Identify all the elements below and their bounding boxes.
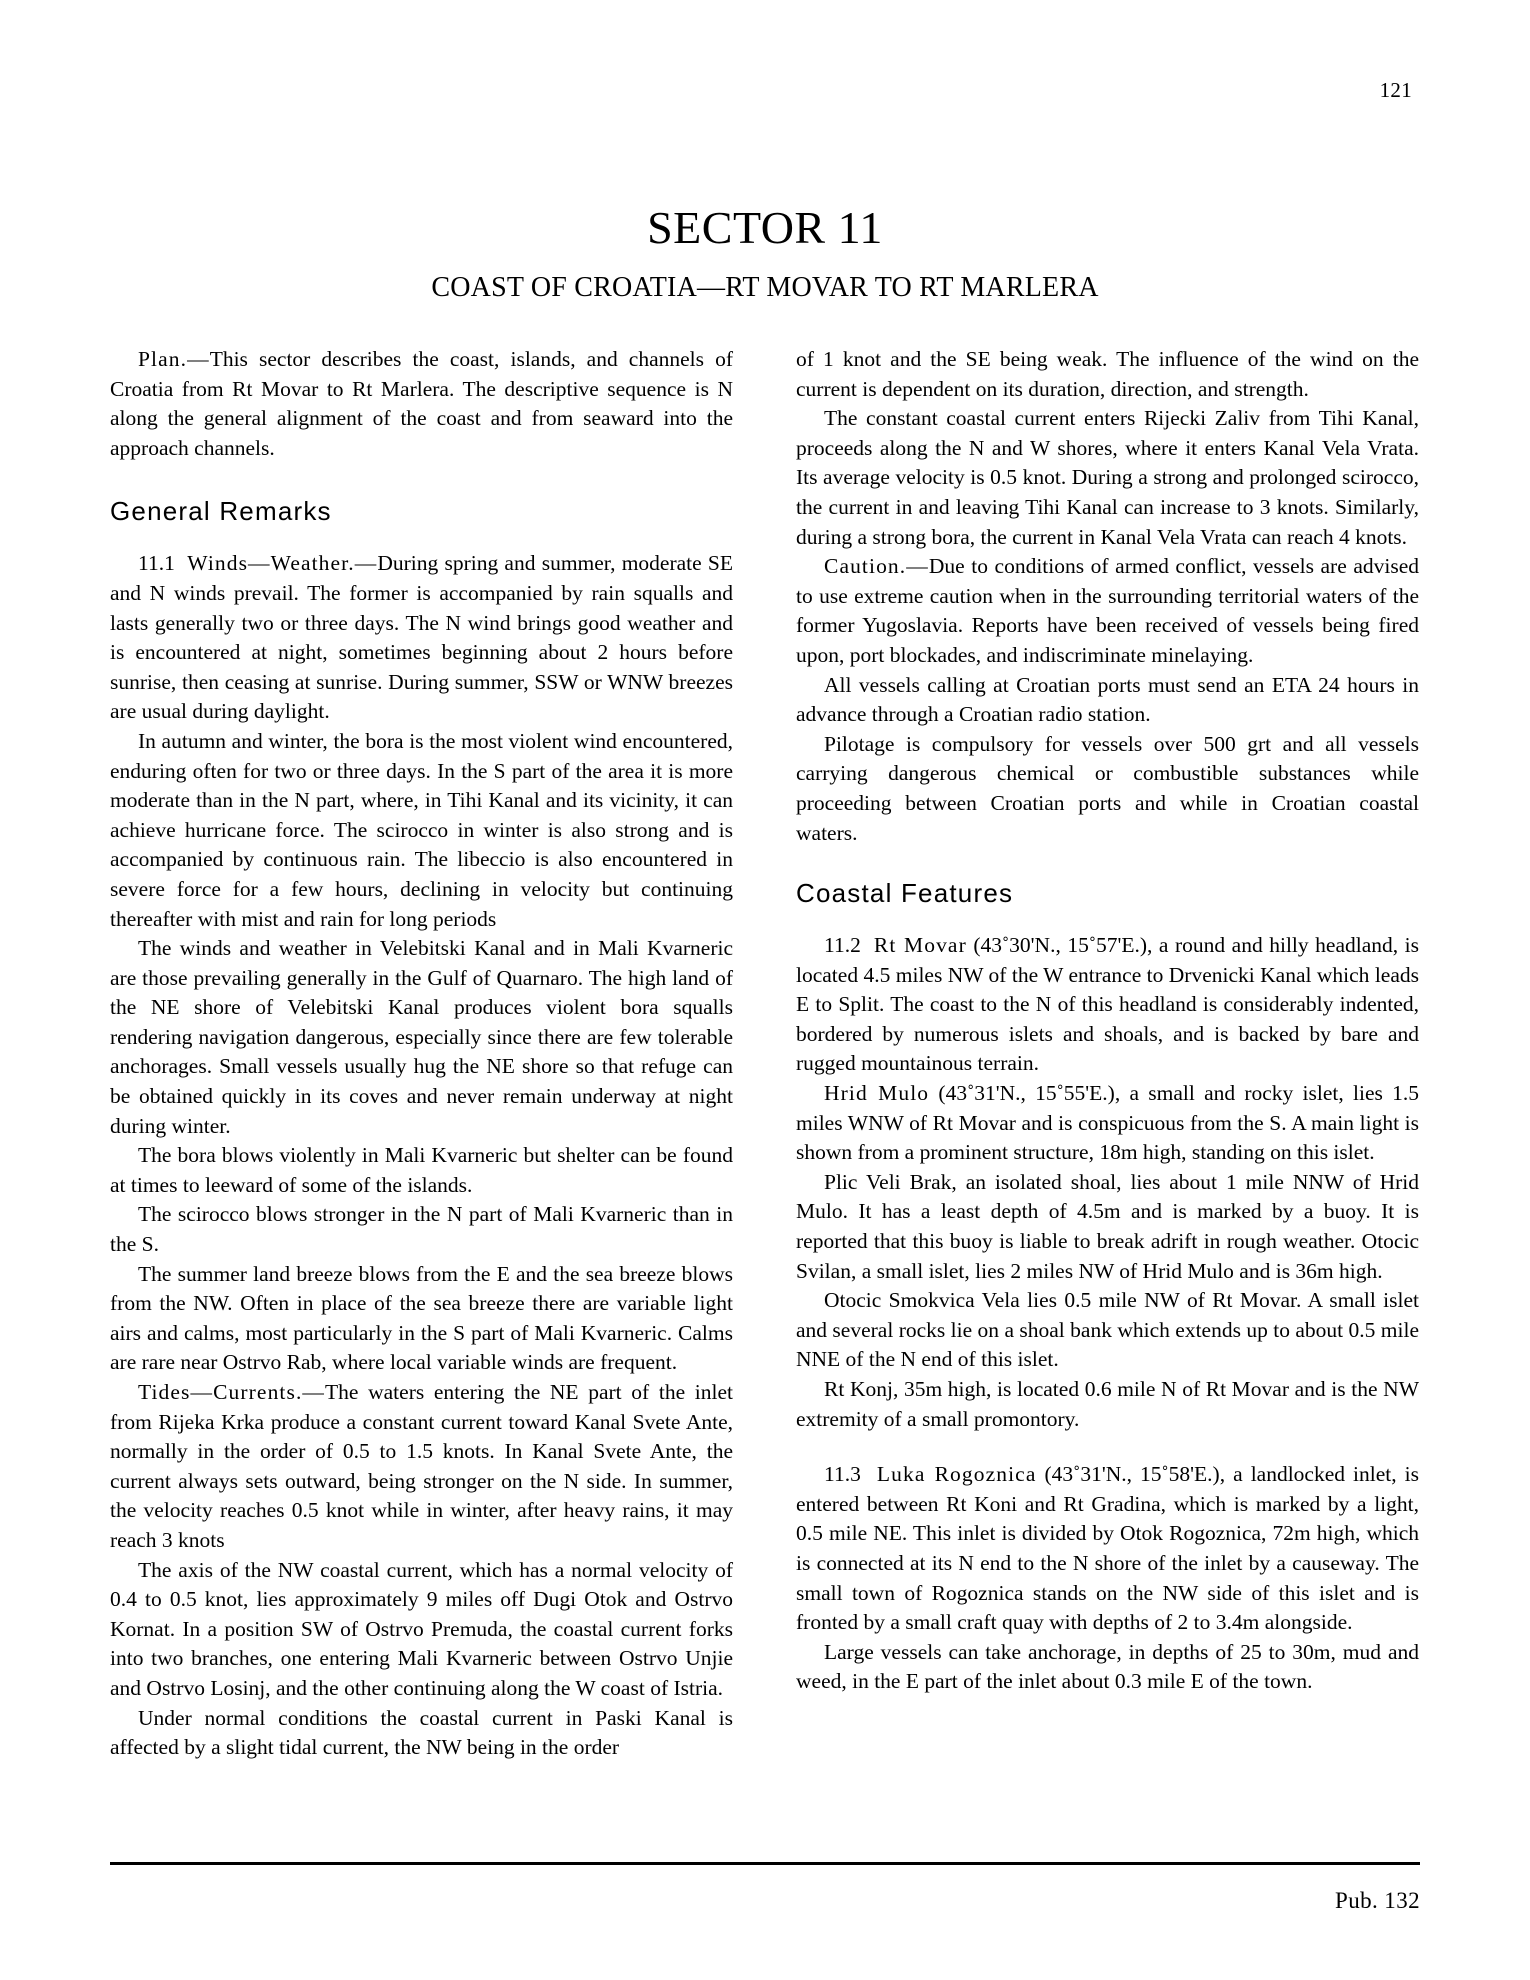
page-subtitle: COAST OF CROATIA—RT MOVAR TO RT MARLERA xyxy=(431,272,1099,303)
left-column xyxy=(110,345,733,1763)
paragraph-anchorage: Large vessels can take anchorage, in depths of 25 to 30m, mud and weed, in the E part of the inlet about 0.3 mile E of the town. xyxy=(796,1639,1419,1694)
hrid-mulo-label: Hrid Mulo xyxy=(824,1081,930,1106)
paragraph-spacer xyxy=(796,1434,1419,1460)
paragraph-scirocco: The scirocco blows stronger in the N part of Mali Kvarneric than in the S. xyxy=(110,1202,733,1257)
paragraph-wind-influence: of 1 knot and the SE being weak. The influence of the wind on the current is dependent on its duration, direction, and strength. xyxy=(796,347,1419,401)
paragraph-11-2 xyxy=(796,931,1419,1079)
footer-publication: Pub. 132 xyxy=(1335,1888,1420,1913)
two-column-body xyxy=(110,345,1420,1763)
paragraph-bora-autumn: In autumn and winter, the bora is the most violent wind encountered, enduring often for two or three days. In the S part of the area it is more moderate than in the N part, where, in Tihi Kanal and its vicinity, it can achieve hurricane force. The scirocco in winter is also strong and is accompanied by continuous rain. The libeccio is also encountered in severe force for a few hours, declining in velocity but continuing thereafter with mist and rain for long periods xyxy=(110,728,733,931)
caution-label: Caution.— xyxy=(824,554,929,579)
paragraph-number-11-2: 11.2 xyxy=(824,933,861,958)
paragraph-bora-mali-kvarneric: The bora blows violently in Mali Kvarneric but shelter can be found at times to leeward of some of the islands. xyxy=(110,1143,733,1197)
page-number: 121 xyxy=(1379,78,1412,102)
luka-rogoznica-label: Luka Rogoznica xyxy=(876,1462,1037,1487)
page-title: SECTOR 11 xyxy=(647,201,883,253)
paragraph-otocic-smokvica-vela: Otocic Smokvica Vela lies 0.5 mile NW of Rt Movar. A small islet and several rocks lie on a shoal bank which extends up to about 0.5 mile NNE of the N end of this islet. xyxy=(796,1288,1419,1372)
paragraph-11-1 xyxy=(110,549,733,727)
paragraph-hrid-mulo xyxy=(796,1079,1419,1168)
paragraph-number-11-3: 11.3 xyxy=(824,1462,861,1487)
paragraph-eta-requirement: All vessels calling at Croatian ports must send an ETA 24 hours in advance through a Croatian radio station. xyxy=(796,672,1419,727)
paragraph-plic-veli-brak: Plic Veli Brak, an isolated shoal, lies about 1 mile NNW of Hrid Mulo. It has a least depth of 4.5m and is marked by a buoy. It is reported that this buoy is liable to break adrift in rough weather. Otocic Svilan, a small islet, lies 2 miles NW of Hrid Mulo and is 36m high. xyxy=(796,1169,1419,1283)
luka-rogoznica-text: (43˚31'N., 15˚58'E.), a landlocked inlet, is entered between Rt Koni and Rt Gradina, which is marked by a light, 0.5 mile NE. This inlet is divided by Otok Rogoznica, 72m high, which is connected at its N end to the N shore of the inlet by a causeway. The small town of Rogoznica stands on the NW side of this islet and is fronted by a small craft quay with depths of 2 to 3.4m alongside. xyxy=(796,1462,1420,1635)
heading-general-remarks: General Remarks xyxy=(110,496,332,527)
paragraph-caution xyxy=(796,552,1419,670)
rt-movar-text: (43˚30'N., 15˚57'E.), a round and hilly headland, is located 4.5 miles NW of the W entrance to Drvenicki Kanal which leads E to Split. The coast to the N of this headland is considerably indented, bordered by numerous islets and shoals, and is backed by bare and rugged mountainous terrain. xyxy=(796,933,1420,1076)
winds-weather-label: Winds—Weather.— xyxy=(187,551,378,576)
plan-label: Plan.— xyxy=(138,347,210,371)
caution-text: Due to conditions of armed conflict, vessels are advised to use extreme caution when in the surrounding territorial waters of the former Yugoslavia. Reports have been received of vessels being fired upon, port blockades, and indiscriminate minelaying. xyxy=(796,554,1419,667)
paragraph-rt-konj: Rt Konj, 35m high, is located 0.6 mile N of Rt Movar and is the NW extremity of a small promontory. xyxy=(796,1377,1419,1431)
right-column xyxy=(796,345,1419,1763)
paragraph-rijecki-zaliv-current: The constant coastal current enters Rijecki Zaliv from Tihi Kanal, proceeds along the N and W shores, where it enters Kanal Vela Vrata. Its average velocity is 0.5 knot. During a strong and prolonged scirocco, the current in and leaving Tihi Kanal can increase to 3 knots. Similarly, during a strong bora, the current in Kanal Vela Vrata can reach 4 knots. xyxy=(796,406,1419,549)
paragraph-land-breeze: The summer land breeze blows from the E and the sea breeze blows from the NW. Often in place of the sea breeze there are variable light airs and calms, most particularly in the S part of Mali Kvarneric. Calms are rare near Ostrvo Rab, where local variable winds are frequent. xyxy=(110,1261,733,1375)
paragraph-paski-kanal: Under normal conditions the coastal current in Paski Kanal is affected by a slight tidal current, the NW being in the order xyxy=(110,1705,733,1760)
paragraph-number-11-1: 11.1 xyxy=(138,551,175,576)
paragraph-11-1-text: During spring and summer, moderate SE and N winds prevail. The former is accompanied by rain squalls and lasts generally two or three days. The N wind brings good weather and is encountered at night, sometimes beginning about 2 hours before sunrise, then ceasing at sunrise. During summer, SSW or WNW breezes are usual during daylight. xyxy=(110,551,734,724)
paragraph-plan xyxy=(110,345,733,463)
paragraph-11-3 xyxy=(796,1460,1419,1638)
plan-text: This sector describes the coast, islands, and channels of Croatia from Rt Movar to Rt Marlera. The descriptive sequence is N along the general alignment of the coast and from seaward into the approach channels. xyxy=(110,347,733,460)
paragraph-nw-coastal-current: The axis of the NW coastal current, which has a normal velocity of 0.4 to 0.5 knot, lies approximately 9 miles off Dugi Otok and Ostrvo Kornat. In a position SW of Ostrvo Premuda, the coastal current forks into two branches, one entering Mali Kvarneric between Ostrvo Unjie and Ostrvo Losinj, and the other continuing along the W coast of Istria. xyxy=(110,1557,733,1700)
rt-movar-label: Rt Movar xyxy=(873,933,967,958)
tides-currents-text: The waters entering the NE part of the inlet from Rijeka Krka produce a constant current toward Kanal Svete Ante, normally in the order of 0.5 to 1.5 knots. In Kanal Svete Ante, the current always sets outward, being stronger on the N side. In summer, the velocity reaches 0.5 knot while in winter, after heavy rains, it may reach 3 knots xyxy=(110,1380,733,1552)
paragraph-velebitski-winds: The winds and weather in Velebitski Kanal and in Mali Kvarneric are those prevailing generally in the Gulf of Quarnaro. The high land of the NE shore of Velebitski Kanal produces violent bora squalls rendering navigation dangerous, especially since there are few tolerable anchorages. Small vessels usually hug the NE shore so that refuge can be obtained quickly in its coves and never remain underway at night during winter. xyxy=(110,936,733,1138)
paragraph-tides-currents xyxy=(110,1378,733,1556)
tides-currents-label: Tides—Currents.— xyxy=(138,1380,326,1404)
paragraph-pilotage: Pilotage is compulsory for vessels over 500 grt and all vessels carrying dangerous chemical or combustible substances while proceeding between Croatian ports and while in Croatian coastal waters. xyxy=(796,731,1419,845)
footer-divider xyxy=(110,1862,1420,1865)
hrid-mulo-text: (43˚31'N., 15˚55'E.), a small and rocky islet, lies 1.5 miles WNW of Rt Movar and is conspicuous from the S. A main light is shown from a prominent structure, 18m high, standing on this islet. xyxy=(796,1081,1419,1165)
heading-coastal-features: Coastal Features xyxy=(796,878,1014,909)
